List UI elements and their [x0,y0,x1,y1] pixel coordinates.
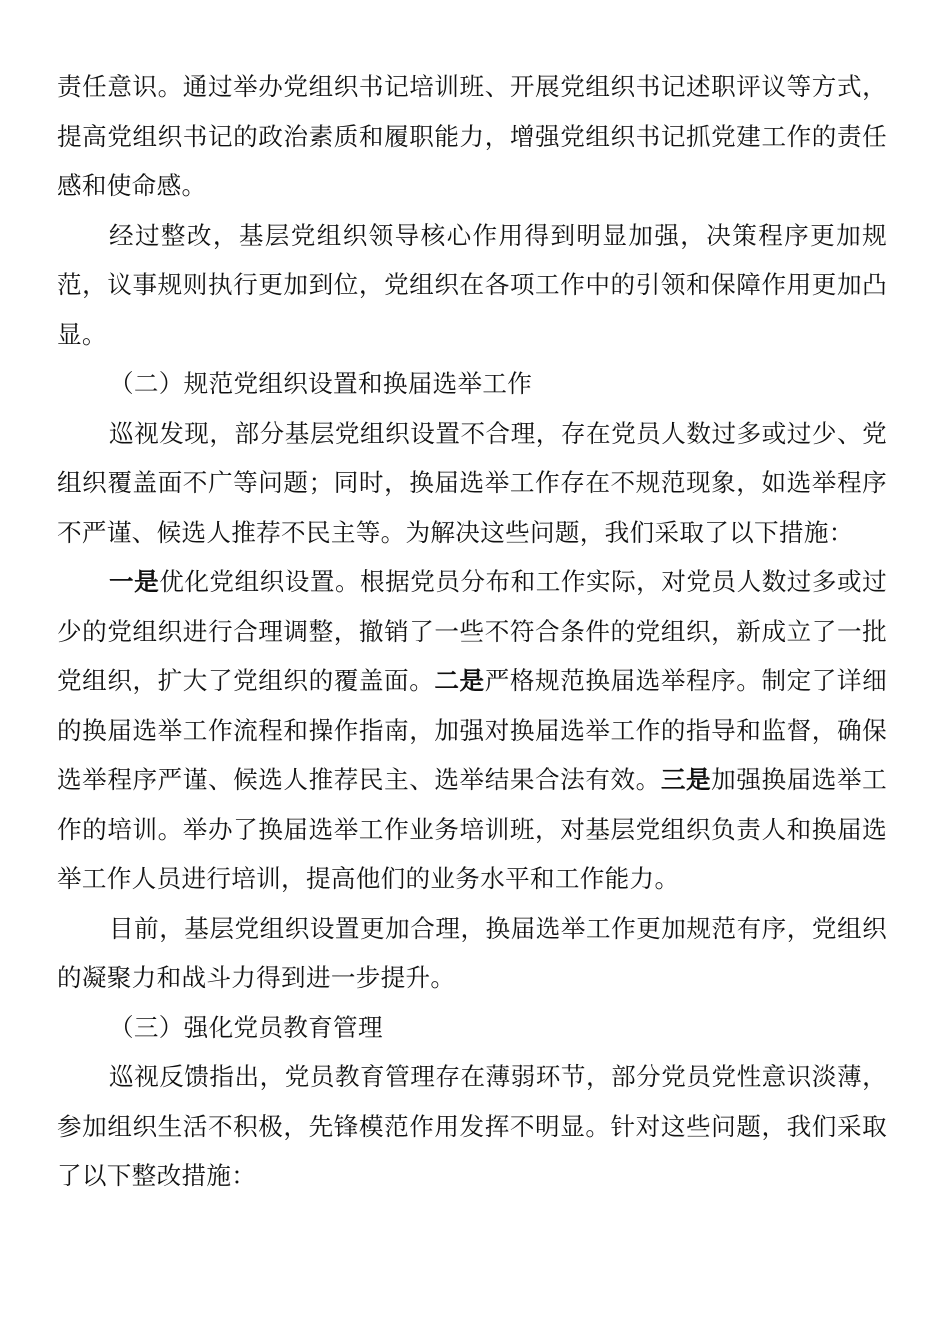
measure-1-label: 一是 [109,567,160,596]
paragraph-feedback: 巡视反馈指出，党员教育管理存在薄弱环节，部分党员党性意识淡薄，参加组织生活不积极，先锋模范作用发挥不明显。针对这些问题，我们采取了以下整改措施： [57,1062,887,1190]
measure-3-label: 三是 [660,765,712,794]
section-heading-3: （三）强化党员教育管理 [109,1012,383,1042]
measure-1-text: 优化党组织设置。根据党员分布和工作实际，对党员人数过多或过少的党组织进行合理调整，撤销了一些不符合条件的党组织，新成立了一批党组织，扩大了党组织的覆盖面。 [57,567,888,695]
paragraph-rectification-result: 经过整改，基层党组织领导核心作用得到明显加强，决策程序更加规范，议事规则执行更加到位，党组织在各项工作中的引领和保障作用更加凸显。 [57,220,887,349]
document-body [57,62,887,1201]
measure-2-label: 二是 [434,666,485,695]
measure-2-text: 严格规范换届选举程序。制定了详细的换届选举工作流程和操作指南，加强对换届选举工作的指导和监督，确保选举程序严谨、候选人推荐民主、选举结果合法有效。 [57,666,887,794]
measure-3-text: 加强换届选举工作的培训。举办了换届选举工作业务培训班，对基层党组织负责人和换届选举工作人员进行培训，提高他们的业务水平和工作能力。 [57,765,888,893]
section-heading-2: （二）规范党组织设置和换届选举工作 [109,369,533,398]
paragraph-current-status: 目前，基层党组织设置更加合理，换届选举工作更加规范有序，党组织的凝聚力和战斗力得到进一步提升。 [57,913,887,992]
paragraph-inspection-findings: 巡视发现，部分基层党组织设置不合理，存在党员人数过多或过少、党组织覆盖面不广等问题；同时，换届选举工作存在不规范现象，如选举程序不严谨、候选人推荐不民主等。为解决这些问题，我们采取了以下措施： [57,418,887,547]
paragraph-measures [57,557,887,904]
paragraph-continued: 责任意识。通过举办党组织书记培训班、开展党组织书记述职评议等方式，提高党组织书记的政治素质和履职能力，增强党组织书记抓党建工作的责任感和使命感。 [57,72,887,200]
